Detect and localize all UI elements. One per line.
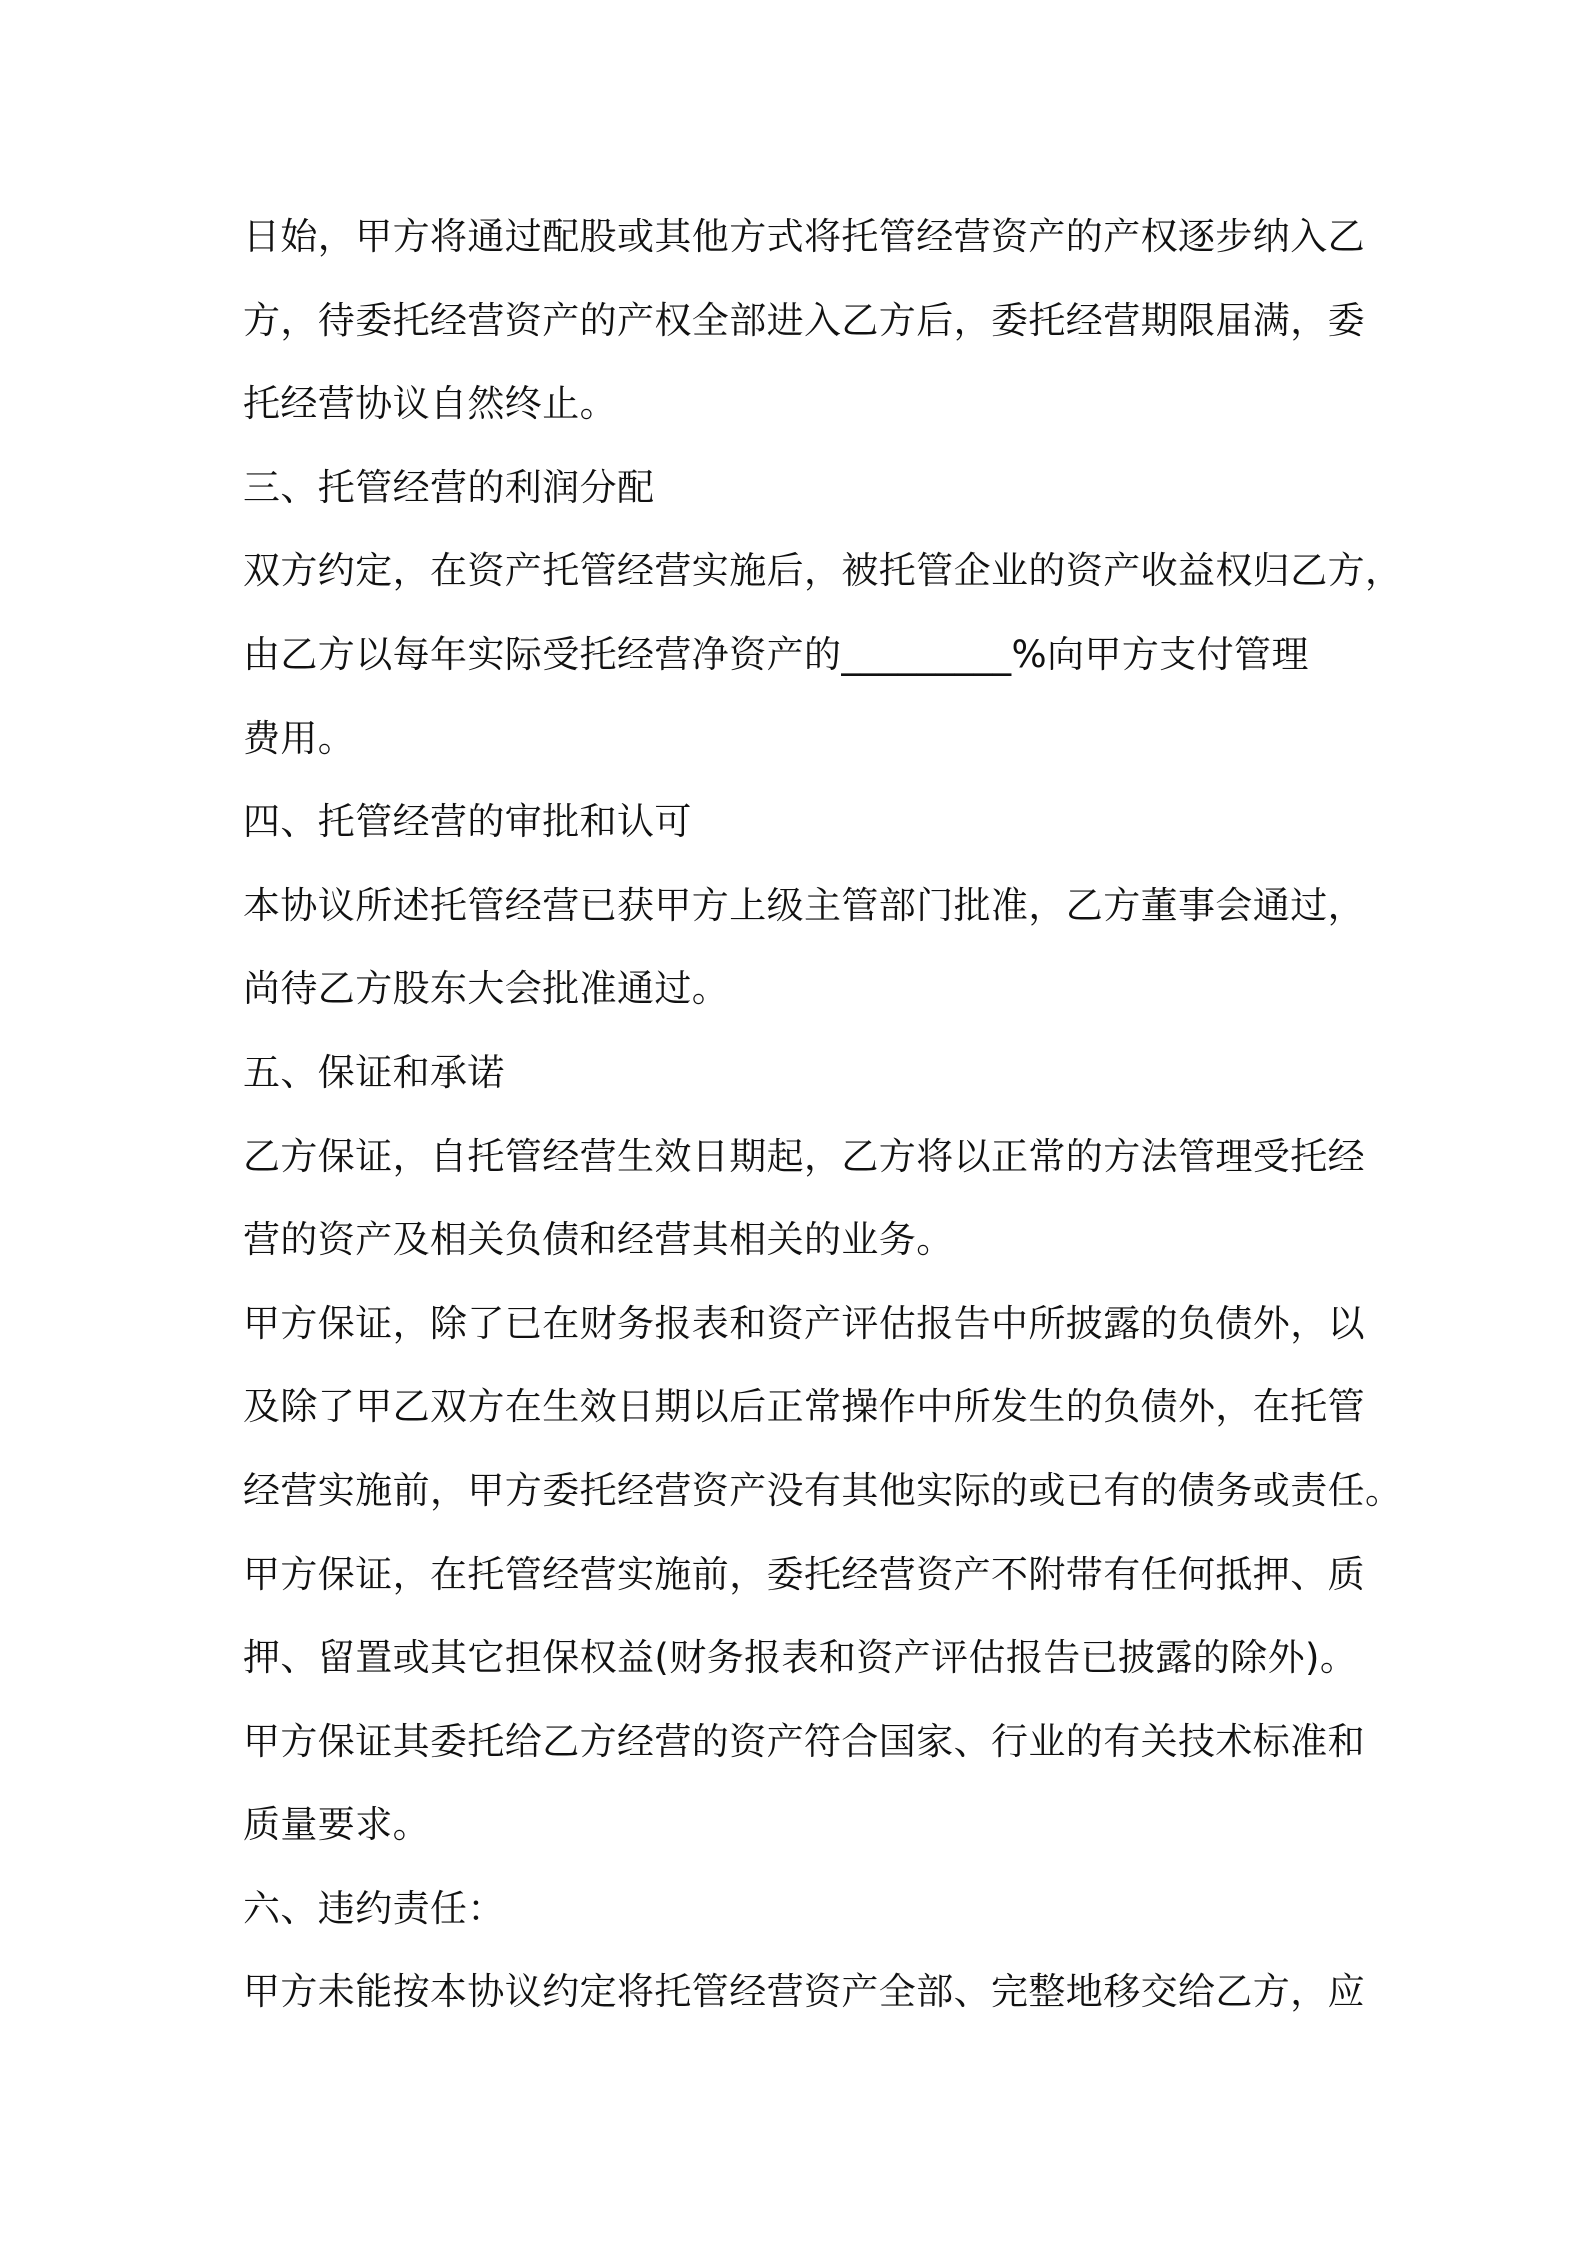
paragraph-line: 及除了甲乙双方在生效日期以后正常操作中所发生的负债外，在托管: [243, 1385, 1365, 1429]
paragraph-line: 尚待乙方股东大会批准通过。: [243, 967, 730, 1011]
paragraph-line: 质量要求。: [243, 1803, 430, 1847]
paragraph-line: 甲方未能按本协议约定将托管经营资产全部、完整地移交给乙方，应: [243, 1970, 1365, 2014]
paragraph-line: 甲方保证，在托管经营实施前，委托经营资产不附带有任何抵押、质: [243, 1552, 1365, 1596]
paragraph-line: 双方约定，在资产托管经营实施后，被托管企业的资产收益权归乙方，: [243, 549, 1403, 593]
paragraph-line: 经营实施前，甲方委托经营资产没有其他实际的或已有的债务或责任。: [243, 1468, 1403, 1512]
paragraph-line: 乙方保证，自托管经营生效日期起，乙方将以正常的方法管理受托经: [243, 1134, 1365, 1178]
section-heading-profit-distribution: 三、托管经营的利润分配: [243, 465, 655, 509]
paragraph-line: 甲方保证，除了已在财务报表和资产评估报告中所披露的负债外，以: [243, 1301, 1365, 1345]
paragraph-line: 营的资产及相关负债和经营其相关的业务。: [243, 1218, 954, 1262]
paragraph-line: 托经营协议自然终止。: [243, 382, 617, 426]
document-body: [243, 195, 1403, 2034]
paragraph-line: 费用。: [243, 716, 356, 760]
paragraph-line: 押、留置或其它担保权益(财务报表和资产评估报告已披露的除外)。: [243, 1636, 1358, 1680]
paragraph-line: 方，待委托经营资产的产权全部进入乙方后，委托经营期限届满，委: [243, 298, 1365, 342]
section-heading-approval: 四、托管经营的审批和认可: [243, 800, 692, 844]
section-heading-guarantees: 五、保证和承诺: [243, 1050, 505, 1094]
paragraph-line: 由乙方以每年实际受托经营净资产的_________%向甲方支付管理: [243, 632, 1309, 676]
paragraph-line: 甲方保证其委托给乙方经营的资产符合国家、行业的有关技术标准和: [243, 1719, 1365, 1763]
paragraph-line: 本协议所述托管经营已获甲方上级主管部门批准，乙方董事会通过，: [243, 883, 1365, 927]
section-heading-liability: 六、违约责任：: [243, 1886, 505, 1930]
paragraph-line: 日始，甲方将通过配股或其他方式将托管经营资产的产权逐步纳入乙: [243, 215, 1365, 258]
